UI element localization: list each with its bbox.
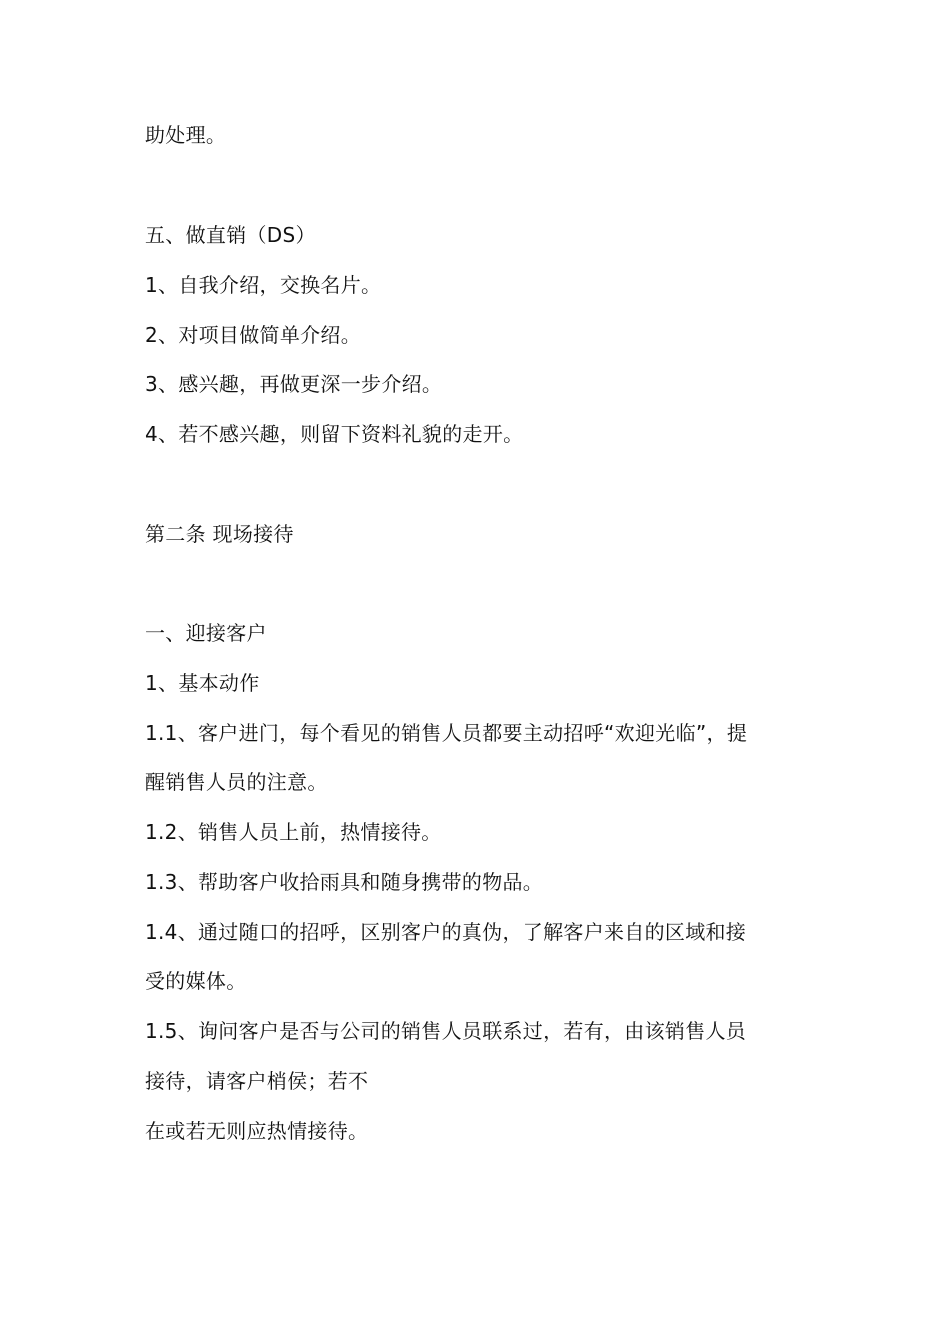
list-item: 1.5、询问客户是否与公司的销售人员联系过，若有，由该销售人员 (145, 1019, 747, 1043)
section-heading-direct-sales: 五、做直销（DS） (145, 223, 316, 247)
list-item-continuation: 接待，请客户梢侯；若不 (145, 1069, 369, 1093)
paragraph-continuation: 助处理。 (145, 123, 227, 147)
list-item-continuation: 在或若无则应热情接待。 (145, 1119, 369, 1143)
subsection-heading: 1、基本动作 (145, 671, 260, 695)
article-heading: 第二条 现场接待 (145, 522, 294, 546)
list-item: 2、对项目做简单介绍。 (145, 323, 362, 347)
section-heading-greet-customer: 一、迎接客户 (145, 621, 267, 645)
list-item-continuation: 受的媒体。 (145, 969, 247, 993)
list-item: 1.3、帮助客户收拾雨具和随身携带的物品。 (145, 870, 544, 894)
list-item: 1.4、通过随口的招呼，区别客户的真伪，了解客户来自的区域和接 (145, 920, 747, 944)
list-item-continuation: 醒销售人员的注意。 (145, 770, 328, 794)
list-item: 3、感兴趣，再做更深一步介绍。 (145, 372, 443, 396)
list-item: 1.2、销售人员上前，热情接待。 (145, 820, 442, 844)
list-item: 4、若不感兴趣，则留下资料礼貌的走开。 (145, 422, 524, 446)
list-item: 1、自我介绍，交换名片。 (145, 273, 382, 297)
list-item: 1.1、客户进门，每个看见的销售人员都要主动招呼“欢迎光临”，提 (145, 721, 748, 745)
